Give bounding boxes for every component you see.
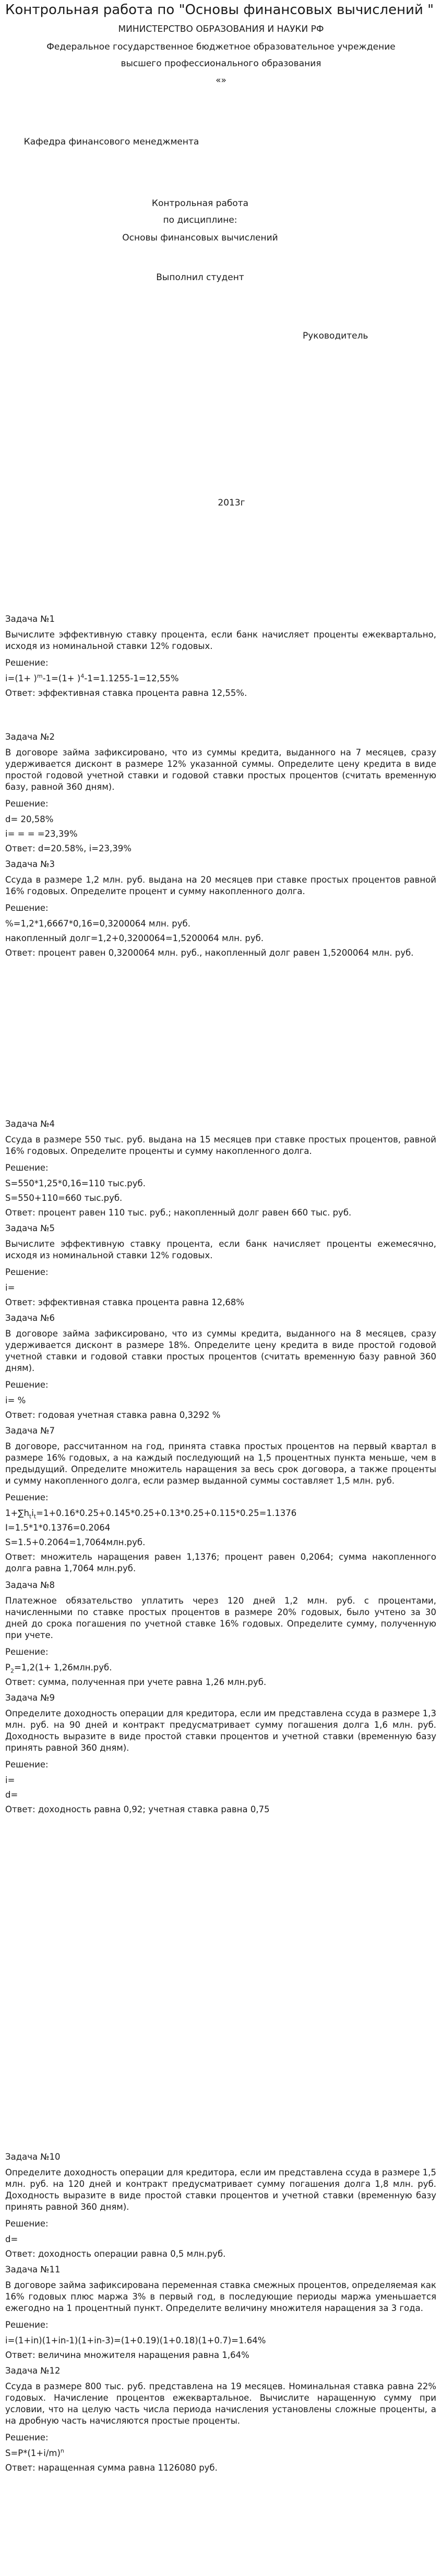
- answer-line: Ответ: процент равен 0,3200064 млн. руб., накопленный долг равен 1,5200064 млн. руб.: [5, 948, 414, 958]
- answer-line: Ответ: наращенная сумма равна 1126080 руб.: [5, 2463, 218, 2473]
- task-text: В договоре займа зафиксировано, что из суммы кредита, выданного на 8 месяцев, сразу удерживается дисконт в размере 18%. Определите цену кредита в виде простой годовой учетной ставки и годовой ставки простых процентов (считать временную базу равной 360 дням).: [5, 1329, 436, 1373]
- task-title: Задача №2: [5, 732, 55, 742]
- department-line: Кафедра финансового менеджмента: [23, 137, 199, 147]
- solution-label: Решение:: [5, 1163, 49, 1173]
- solution-label: Решение:: [5, 2320, 49, 2330]
- solution-label: Решение:: [5, 903, 49, 913]
- solution-label: Решение:: [5, 1647, 49, 1657]
- ministry-line: МИНИСТЕРСТВО ОБРАЗОВАНИЯ И НАУКИ РФ: [118, 24, 324, 34]
- answer-line: Ответ: множитель наращения равен 1,1376; процент равен 0,2064; сумма накопленного долга равна 1,7064 млн.руб.: [5, 1552, 436, 1573]
- formula-line: $i=(1+ )^m-1=(1+ )^4-1=1.1255-1=12,55\%$: [5, 672, 179, 683]
- formula-line: $1+\sum h_ti_t=1+0.16*0.25+0.145*0.25+0.13*0.25+0.115*0.25=1.1376$: [5, 1508, 297, 1520]
- task-title: Задача №10: [5, 2152, 61, 2162]
- formula-line: d=: [5, 1790, 18, 1800]
- task-4: [5, 1118, 436, 1821]
- task-title: Задача №4: [5, 1119, 55, 1129]
- solution-label: Решение:: [5, 2219, 49, 2229]
- formula-line: $S=P*(1+i/m)^n$: [5, 2447, 64, 2458]
- formula-line: i=(1+in)(1+in-1)(1+in-3)=(1+0.19)(1+0.18)(1+0.7)=1.64%: [5, 2336, 266, 2345]
- task-2: [5, 731, 436, 964]
- answer-line: Ответ: сумма, полученная при учете равна 1,26 млн.руб.: [5, 1677, 267, 1687]
- task-text: Ссуда в размере 550 тыс. руб. выдана на 15 месяцев при ставке простых процентов, равной 16% годовых. Определите проценты и сумму накопленного долга.: [5, 1135, 436, 1156]
- formula-line: I=1.5*1*0.1376=0.2064: [5, 1523, 111, 1533]
- formula-line: %=1,2*1,6667*0,16=0,3200064 млн. руб.: [5, 919, 190, 929]
- solution-label: Решение:: [5, 1267, 49, 1277]
- formula-line: $P_2=1,2(1+ 1,26млн.руб$.: [5, 1663, 112, 1675]
- answer-line: Ответ: величина множителя наращения равна 1,64%: [5, 2350, 249, 2360]
- document-title: Контрольная работа по "Основы финансовых вычислений ": [5, 2, 434, 18]
- task-text: В договоре, рассчитанном на год, принята ставка простых процентов на первый квартал в размере 16% годовых, а на каждый последующий на 1,5 процентных пункта меньше, чем в предыдущий. Определите множитель наращения за весь срок договора, а также проценты и сумму накопленного долга, если размер выданной суммы составляет 1,5 млн. руб.: [5, 1441, 436, 1486]
- task-text: Платежное обязательство уплатить через 120 дней 1,2 млн. руб. с процентами, начисленными по ставке простых процентов в размере 20% годовых, было учтено за 30 дней до срока погашения по учетной ставке 16% годовых. Определите сумму, полученную при учете.: [5, 1596, 436, 1640]
- solution-label: Решение:: [5, 2433, 49, 2442]
- institution-quote: «»: [216, 75, 226, 86]
- formula-line: S=550*1,25*0,16=110 тыс.руб.: [5, 1178, 146, 1188]
- task-1: [5, 613, 436, 704]
- formula-line: d=: [5, 2234, 18, 2244]
- task-title: Задача №5: [5, 1223, 55, 1233]
- work-type: Контрольная работа: [151, 198, 249, 209]
- task-text: Определите доходность операции для кредитора, если им представлена ссуда в размере 1,3 млн. руб. на 90 дней и контракт предусматривает сумму погашения долга 1,6 млн. руб. Доходность выразите в виде простой ставки процентов и учетной ставки (временную базу принять равной 360 дням).: [5, 1708, 436, 1753]
- discipline-label: по дисциплине:: [163, 215, 237, 225]
- task-title: Задача №12: [5, 2366, 61, 2376]
- solution-label: Решение:: [5, 799, 49, 809]
- task-10: [5, 2151, 436, 2479]
- formula-line: i= = = =23,39%: [5, 829, 78, 839]
- supervisor-line: Руководитель: [303, 331, 368, 341]
- institution-line-1: Федеральное государственное бюджетное образовательное учреждение: [46, 42, 396, 52]
- task-text: Определите доходность операции для кредитора, если им представлена ссуда в размере 1,5 млн. руб. на 120 дней и контракт предусматривает сумму погашения долга 1,8 млн. руб. Доходность выразите в виде простой ставки процентов и учетной ставки (временную базу принять равной 360 дням).: [5, 2168, 436, 2212]
- formula-line: накопленный долг=1,2+0,3200064=1,5200064 млн. руб.: [5, 933, 264, 943]
- answer-line: Ответ: эффективная ставка процента равна 12,68%: [5, 1297, 245, 1307]
- formula-line: i=: [5, 1775, 15, 1785]
- solution-label: Решение:: [5, 1492, 49, 1502]
- institution-line-2: высшего профессионального образования: [121, 58, 321, 69]
- answer-line: Ответ: процент равен 110 тыс. руб.; накопленный долг равен 660 тыс. руб.: [5, 1208, 352, 1218]
- discipline-name: Основы финансовых вычислений: [122, 233, 278, 243]
- task-text: Вычислите эффективную ставку процента, если банк начисляет проценты ежемесячно, исходя из номинальной ставки 12% годовых.: [5, 1239, 436, 1260]
- task-text: Ссуда в размере 800 тыс. руб. представлена на 19 месяцев. Номинальная ставка равна 22% годовых. Начисление процентов ежеквартальное. Вычислите наращенную сумму при условии, что на целую часть числа периода начисления установлены сложные проценты, а на дробную часть начисляются простые проценты.: [5, 2381, 436, 2426]
- task-title: Задача №3: [5, 859, 55, 869]
- solution-label: Решение:: [5, 658, 49, 668]
- year-line: 2013г: [218, 498, 245, 508]
- task-text: Ссуда в размере 1,2 млн. руб. выдана на 20 месяцев при ставке простых процентов равной 16% годовых. Определите процент и сумму накопленного долга.: [5, 875, 436, 896]
- task-title: Задача №11: [5, 2265, 61, 2274]
- task-title: Задача №6: [5, 1313, 55, 1323]
- task-text: Вычислите эффективную ставку процента, если банк начисляет проценты ежеквартально, исходя из номинальной ставки 12% годовых.: [5, 630, 436, 651]
- answer-line: Ответ: доходность равна 0,92; учетная ставка равна 0,75: [5, 1804, 270, 1814]
- formula-line: S=550+110=660 тыс.руб.: [5, 1193, 123, 1203]
- formula-line: S=1.5+0.2064=1,7064млн.руб.: [5, 1537, 146, 1547]
- student-line: Выполнил студент: [156, 272, 244, 283]
- answer-line: Ответ: годовая учетная ставка равна 0,3292 %: [5, 1410, 221, 1420]
- answer-line: Ответ: доходность операции равна 0,5 млн.руб.: [5, 2249, 226, 2259]
- answer-line: Ответ: эффективная ставка процента равна 12,55%.: [5, 688, 247, 698]
- task-title: Задача №9: [5, 1693, 55, 1703]
- task-title: Задача №8: [5, 1580, 55, 1590]
- task-title: Задача №7: [5, 1426, 55, 1436]
- solution-label: Решение:: [5, 1380, 49, 1390]
- solution-label: Решение:: [5, 1760, 49, 1770]
- task-title: Задача №1: [5, 614, 55, 624]
- task-text: В договоре займа зафиксирована переменная ставка смежных процентов, определяемая как 16% годовых плюс маржа 3% в первый год, в последующие периоды маржа уменьшается ежегодно на 1 процентный пункт. Определите величину множителя наращения за 3 года.: [5, 2280, 436, 2313]
- formula-line: i=: [5, 1283, 15, 1293]
- formula-line: d= 20,58%: [5, 814, 54, 824]
- formula-line: i= %: [5, 1395, 26, 1405]
- answer-line: Ответ: d=20.58%, i=23,39%: [5, 844, 132, 853]
- task-text: В договоре займа зафиксировано, что из суммы кредита, выданного на 7 месяцев, сразу удерживается дисконт в размере 12% указанной суммы. Определите цену кредита в виде простой годовой учетной ставки и годовой ставки простых процентов (считать временную базу, равной 360 дням).: [5, 748, 436, 792]
